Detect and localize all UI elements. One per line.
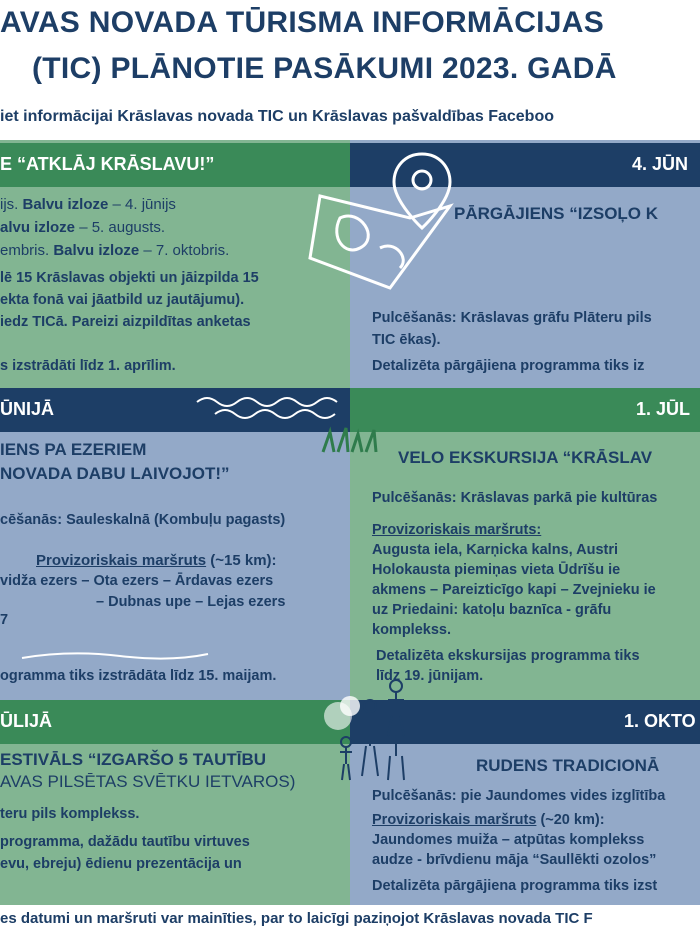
panel-6-line-3: Jaundomes muiža – atpūtas komplekss xyxy=(372,832,645,848)
panel-5-title-1: ESTIVĀLS “IZGARŠO 5 TAUTĪBU xyxy=(0,750,267,769)
panel-4-band-label: 1. JŪL xyxy=(636,399,691,419)
panel-5-band xyxy=(0,700,350,744)
panel-5-line-2: programma, dažādu tautību virtuves xyxy=(0,834,250,850)
panel-6-title: RUDENS TRADICIONĀ xyxy=(476,756,660,775)
panel-4-line-8: Detalizēta ekskursijas programma tiks xyxy=(376,648,640,664)
panel-3-line-6: ogramma tiks izstrādāta līdz 15. maijam. xyxy=(0,668,277,684)
panel-1-band-label: E “ATKLĀJ KRĀSLAVU!” xyxy=(0,154,215,174)
footer-note: es datumi un maršruti var mainīties, par to laicīgi paziņojot Krāslavas novada TIC F xyxy=(0,910,593,927)
panel-4-band xyxy=(350,388,700,432)
panel-2-line-3: Detalizēta pārgājiena programma tiks iz xyxy=(372,358,645,374)
panel-4-line-9: līdz 19. jūnijam. xyxy=(376,668,484,684)
panel-2-title: PĀRGĀJIENS “IZSOĻO K xyxy=(454,204,659,223)
panel-4-line-4: Holokausta piemiņas vieta Ūdrīšu ie xyxy=(372,562,621,578)
panel-3-line-3: vidža ezers – Ota ezers – Ārdavas ezers xyxy=(0,573,274,589)
panel-2-line-2: TIC ēkas). xyxy=(372,332,441,348)
panel-3-title-1: IENS PA EZERIEM xyxy=(0,440,147,459)
panel-3-line-4: – Dubnas upe – Lejas ezers xyxy=(96,594,286,610)
panel-3-line-2: Provizoriskais maršruts (~15 km): xyxy=(36,552,277,569)
panel-5-band-label: ŪLIJĀ xyxy=(0,711,53,731)
panel-4-line-2: Provizoriskais maršruts: xyxy=(372,522,542,538)
panel-5-line-1: teru pils komplekss. xyxy=(0,806,140,822)
map-location-icon xyxy=(300,148,470,298)
panel-4-line-1: Pulcēšanās: Krāslavas parkā pie kultūras xyxy=(372,490,658,506)
grass-icon xyxy=(318,420,388,454)
panel-6-line-1: Pulcēšanās: pie Jaundomes vides izglītība xyxy=(372,788,666,804)
panel-1-line-7: s izstrādāti līdz 1. aprīlim. xyxy=(0,358,176,374)
wave-line-icon xyxy=(20,648,210,664)
panel-1-line-4: lē 15 Krāslavas objekti un jāizpilda 15 xyxy=(0,270,259,286)
panel-4-title: VELO EKSKURSIJA “KRĀSLAV xyxy=(398,448,653,467)
panel-3-band-label: ŪNIJĀ xyxy=(0,399,55,419)
panel-6-line-5: Detalizēta pārgājiena programma tiks izst xyxy=(372,878,658,894)
page-title-line1: AVAS NOVADA TŪRISMA INFORMĀCIJAS xyxy=(0,6,605,39)
panel-6-band-label: 1. OKTO xyxy=(624,711,696,731)
panel-4-line-3: Augusta iela, Karņicka kalns, Austri xyxy=(372,542,619,558)
panel-4-line-6: uz Priedaini: katoļu baznīca - grāfu xyxy=(372,602,612,618)
family-icon xyxy=(322,676,422,786)
page-subtitle: iet informācijai Krāslavas novada TIC un Krāslavas pašvaldības Faceboo xyxy=(0,108,554,125)
page-title-line2: (TIC) PLĀNOTIE PASĀKUMI 2023. GADĀ xyxy=(32,52,617,85)
panel-6-line-4: audze - brīvdienu māja “Saullēkti ozolos” xyxy=(372,852,657,868)
panel-5-line-3: evu, ebreju) ēdienu prezentācija un xyxy=(0,856,242,872)
panel-5-title-2: AVAS PILSĒTAS SVĒTKU IETVAROS) xyxy=(0,772,296,791)
panel-1-band xyxy=(0,143,350,187)
panel-3-line-5: 7 xyxy=(0,612,9,628)
panel-6-line-2: Provizoriskais maršruts (~20 km): xyxy=(372,812,605,828)
panel-1-line-2: alvu izloze – 5. augusts. xyxy=(0,219,166,236)
panel-1-line-5: ekta fonā vai jāatbild uz jautājumu). xyxy=(0,292,245,308)
panel-4-line-5: akmens – Pareizticīgo kapi – Zvejnieku ie xyxy=(372,582,656,598)
panel-2-line-1: Pulcēšanās: Krāslavas grāfu Plāteru pils xyxy=(372,310,652,326)
panel-3-title-2: NOVADA DABU LAIVOJOT!” xyxy=(0,464,230,483)
panel-1-line-6: iedz TICā. Pareizi aizpildītas anketas xyxy=(0,314,251,330)
panel-2-band-label: 4. JŪN xyxy=(632,154,689,174)
panel-1-line-3: embris. Balvu izloze – 7. oktobris. xyxy=(0,242,230,259)
panel-4-line-7: komplekss. xyxy=(372,622,451,638)
panel-3-line-1: cēšanās: Sauleskalnā (Kombuļu pagasts) xyxy=(0,512,286,528)
panel-1-line-1: ijs. Balvu izloze – 4. jūnijs xyxy=(0,196,176,213)
